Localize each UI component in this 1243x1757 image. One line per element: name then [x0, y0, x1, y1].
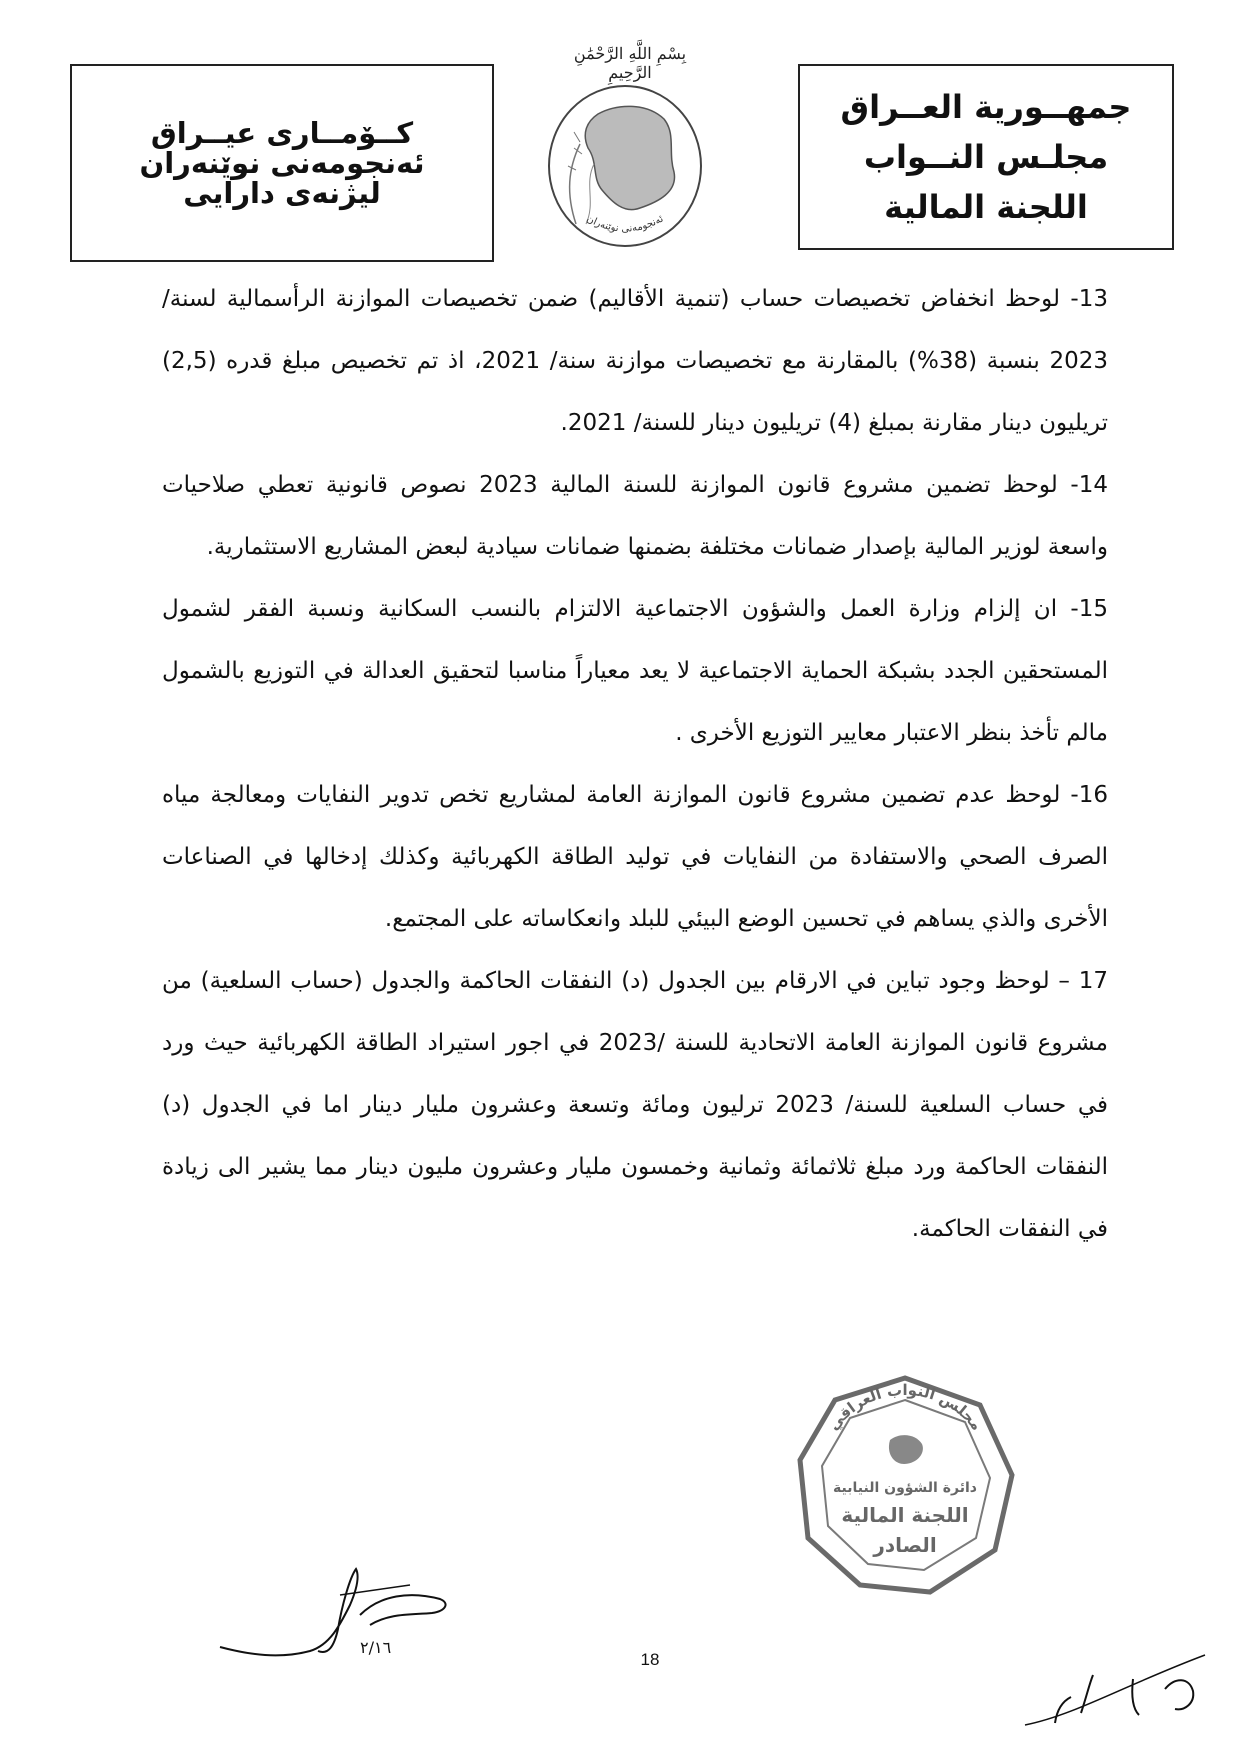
header-box-arabic — [798, 64, 1174, 250]
stamp-outer-text: مجلس النواب العراقي — [824, 1380, 986, 1434]
stamp-line-3: الصادر — [873, 1533, 937, 1557]
stamp-line-1: دائرة الشؤون النيابية — [833, 1480, 977, 1496]
paragraph-15: 15- ان إلزام وزارة العمل والشؤون الاجتماعية الالتزام بالنسب السكانية ونسبة الفقر لشمول المستحقين الجدد بشبكة الحماية الاجتماعية لا يعد معياراً مناسبا لتحقيق العدالة في التوزيع بالشمول مالم تأخذ بنظر الاعتبار معايير التوزيع الأخرى . — [162, 596, 1108, 746]
header-arabic-line-1: جمهــورية العــراق — [840, 88, 1132, 126]
header-kurdish-line-2: ئەنجومەنی نوێنەران — [139, 146, 425, 180]
emblem-caption: ئەنجومەنی نوێنەران — [584, 213, 666, 235]
paragraph-13: 13- لوحظ انخفاض تخصيصات حساب (تنمية الأقاليم) ضمن تخصيصات الموازنة الرأسمالية لسنة/ 2023 بنسبة (38%) بالمقارنة مع تخصيصات موازنة سنة/ 2021، اذ تم تخصيص مبلغ قدره (2,5) تريليون دينار مقارنة بمبلغ (4) تريليون دينار للسنة/ 2021. — [162, 286, 1108, 436]
svg-text:مجلس النواب العراقي — [824, 1381, 986, 1434]
document-body — [162, 268, 1108, 1260]
header-arabic-line-3: اللجنة المالية — [884, 188, 1088, 226]
bismillah: بِسْمِ اللَّهِ الرَّحْمَٰنِ الرَّحِيمِ — [573, 44, 687, 82]
paragraph-16: 16- لوحظ عدم تضمين مشروع قانون الموازنة العامة لمشاريع تخص تدوير النفايات ومعالجة مياه الصرف الصحي والاستفادة من النفايات في توليد الطاقة الكهربائية وكذلك إدخالها في الصناعات الأخرى والذي يساهم في تحسين الوضع البيئي للبلد وانعكاساته على المجتمع. — [162, 782, 1108, 932]
signature-date: ٢/١٦ — [360, 1638, 392, 1657]
page-number: 18 — [640, 1650, 660, 1669]
paragraph-17: 17 – لوحظ وجود تباين في الارقام بين الجدول (د) النفقات الحاكمة والجدول (حساب السلعية) من مشروع قانون الموازنة العامة الاتحادية للسنة /2023 في اجور استيراد الطاقة الكهربائية حيث ورد في حساب السلعية للسنة/ 2023 ترليون ومائة وتسعة وعشرون مليار دينار اما في الجدول (د) النفقات الحاكمة ورد مبلغ ثلاثمائة وثمانية وخمسون مليار وعشرون مليون دينار مما يشير الى زيادة في النفقات الحاكمة. — [162, 968, 1108, 1242]
parliament-emblem-logo — [536, 74, 714, 252]
stamp-line-2: اللجنة المالية — [841, 1503, 969, 1527]
signature-left — [210, 1555, 480, 1675]
official-stamp — [790, 1370, 1020, 1600]
initials-bottom-right — [1015, 1605, 1215, 1745]
header-arabic-line-2: مجلـس النــواب — [863, 138, 1109, 176]
header-kurdish-line-3: لیژنەی دارایی — [183, 176, 381, 210]
paragraph-14: 14- لوحظ تضمين مشروع قانون الموازنة للسنة المالية 2023 نصوص قانونية تعطي صلاحيات واسعة لوزير المالية بإصدار ضمانات مختلفة بضمنها ضمانات سيادية لبعض المشاريع الاستثمارية. — [162, 472, 1108, 560]
header-box-kurdish — [70, 64, 494, 262]
header-kurdish-line-1: کــۆمــاری عیــراق — [150, 116, 414, 150]
